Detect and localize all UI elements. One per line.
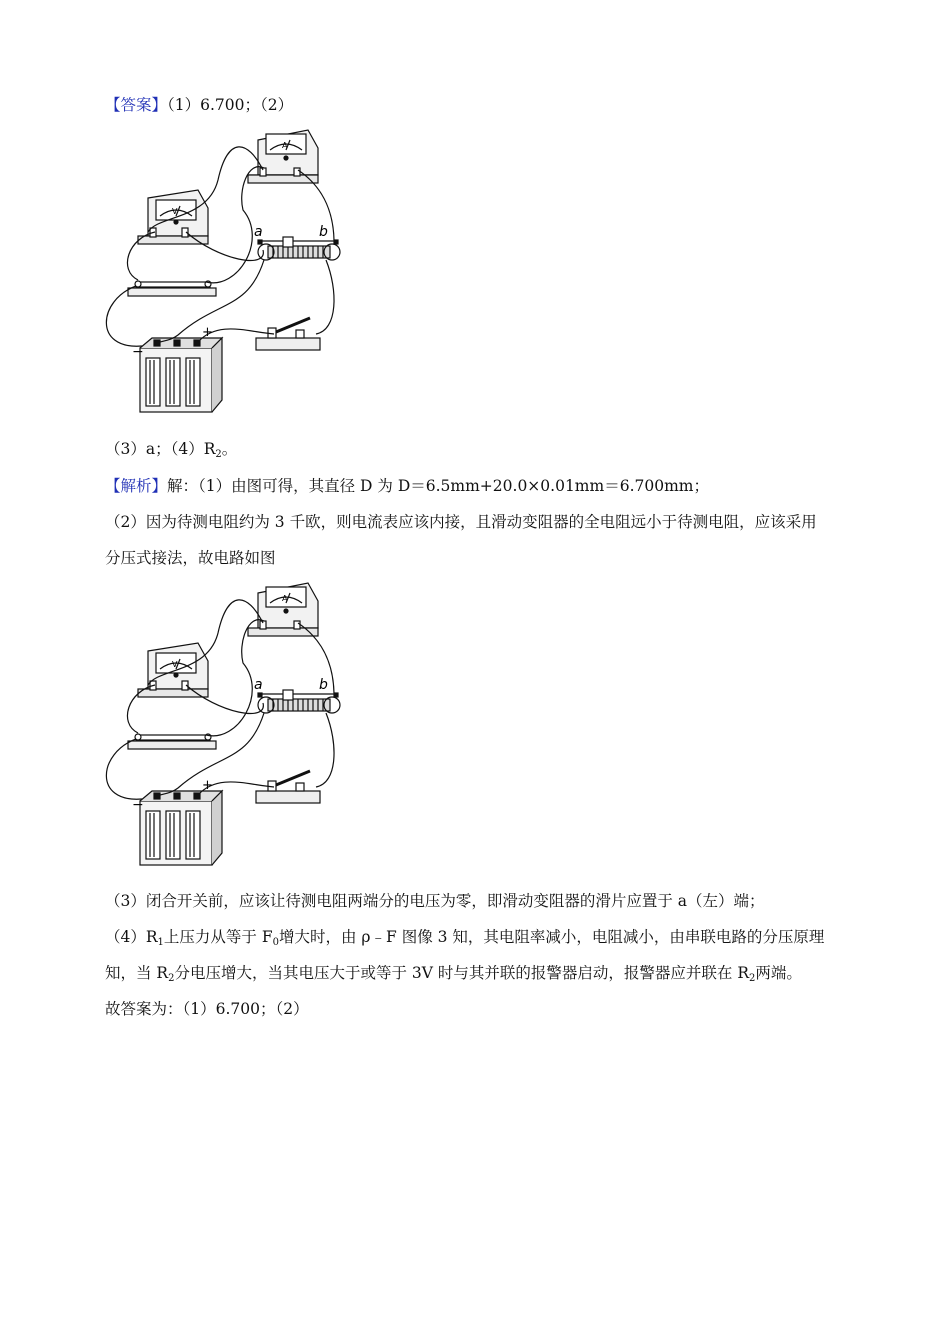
analysis-tag: 【解析】 <box>105 477 168 495</box>
battery-minus-label-2: − <box>132 797 144 813</box>
analysis-p4-line2 <box>105 963 802 989</box>
answer-sub: 2 <box>215 449 222 460</box>
p4-l2-c: 两端。 <box>755 964 802 982</box>
answer-line <box>105 95 293 115</box>
ammeter-label-2: A <box>282 594 288 603</box>
p4-l1-b: 上压力从等于 F <box>163 928 273 946</box>
p4-l2-a: 知，当 R <box>105 964 169 982</box>
p4-l1-sub2: 0 <box>272 937 279 948</box>
ammeter-label: A <box>282 141 288 150</box>
answer-tag: 【答案】 <box>105 96 168 114</box>
battery-minus-label: − <box>132 344 144 360</box>
analysis-p4-line1 <box>105 927 824 953</box>
battery-plus-label: + <box>202 325 213 340</box>
p4-l1-sub1: 1 <box>157 937 164 948</box>
rheostat-label-b: b <box>319 224 328 240</box>
rheostat-label-a-2: a <box>254 677 263 693</box>
analysis-p1: 解：（1）由图可得，其直径 D 为 D＝6.5mm+20.0×0.01mm＝6.700mm； <box>167 477 709 495</box>
p4-l2-b: 分电压增大，当其电压大于或等于 3V 时与其并联的报警器启动，报警器应并联在 R <box>174 964 749 982</box>
p4-l1-a: （4）R <box>105 928 158 946</box>
voltmeter-label-2: V <box>172 660 178 669</box>
analysis-p5: 故答案为：（1）6.700；（2） <box>105 1000 309 1018</box>
circuit-diagram-2 <box>98 573 348 873</box>
analysis-p2-line1: （2）因为待测电阻约为 3 千欧，则电流表应该内接，且滑动变阻器的全电阻远小于待测电阻，应该采用 <box>105 513 817 531</box>
analysis-line-1 <box>105 476 709 496</box>
analysis-p3: （3）闭合开关前，应该让待测电阻两端分的电压为零，即滑动变阻器的滑片应置于 a（左）端； <box>105 892 765 910</box>
battery-plus-label-2: + <box>202 778 213 793</box>
answer-end: 。 <box>221 440 238 458</box>
answer-part1: （1）6.700；（2） <box>167 96 294 114</box>
voltmeter-label: V <box>172 207 178 216</box>
circuit-diagram-1 <box>98 120 348 420</box>
p4-l2-sub2: 2 <box>749 973 756 984</box>
answer-part3: （3）a；（4）R <box>105 440 216 458</box>
analysis-p2-line2: 分压式接法，故电路如图 <box>105 549 276 567</box>
answer-line-2 <box>105 439 237 465</box>
rheostat-label-a: a <box>254 224 263 240</box>
p4-l2-sub1: 2 <box>168 973 175 984</box>
rheostat-label-b-2: b <box>319 677 328 693</box>
p4-l1-c: 增大时，由 ρ﹣F 图像 3 知，其电阻率减小，电阻减小，由串联电路的分压原理 <box>278 928 825 946</box>
